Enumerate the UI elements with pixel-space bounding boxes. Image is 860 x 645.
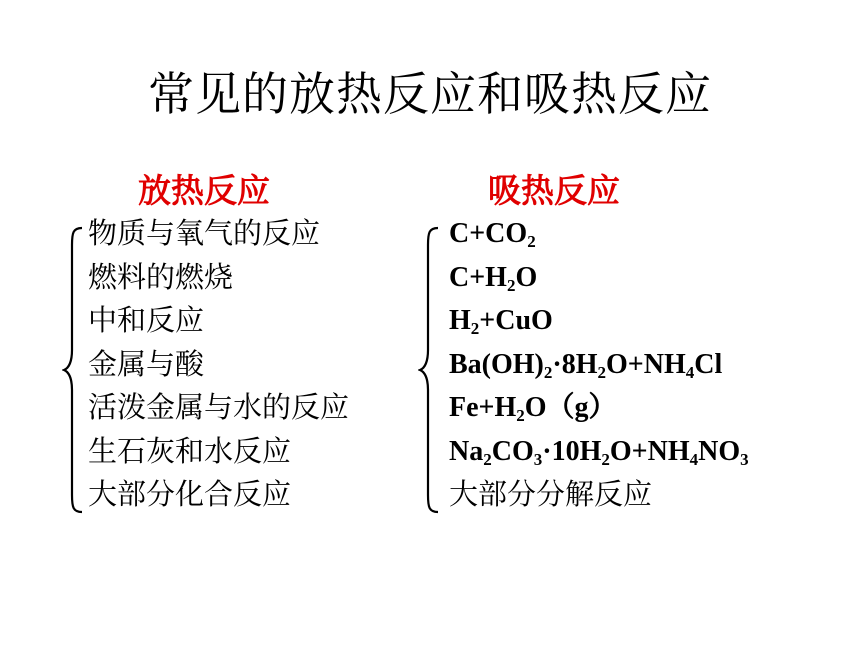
formula-subscript: 4 xyxy=(685,362,695,382)
formula-text: O（g） xyxy=(524,392,617,423)
formula-subscript: 4 xyxy=(689,449,699,469)
formula-text: 大部分分解反应 xyxy=(449,477,653,511)
formula-text: C+CO xyxy=(449,218,528,249)
exothermic-heading: 放热反应 xyxy=(138,171,270,210)
formula-subscript: 2 xyxy=(527,232,536,251)
list-item: 活泼金属与水的反应 xyxy=(88,390,350,424)
list-item xyxy=(449,343,749,387)
formula-subscript: 2 xyxy=(601,449,610,469)
formula-text: Ba(OH) xyxy=(449,348,544,380)
formula-text: ·8H xyxy=(552,348,598,380)
formula-subscript: 2 xyxy=(516,406,525,425)
list-item: 中和反应 xyxy=(88,303,205,337)
formula-text: Cl xyxy=(694,348,723,380)
list-item xyxy=(449,473,749,517)
formula-text: CO xyxy=(491,435,534,467)
formula-text: O xyxy=(515,261,538,293)
formula-text: +CuO xyxy=(479,305,553,336)
formula-subscript: 2 xyxy=(470,319,480,338)
formula-text: ·10H xyxy=(542,435,602,467)
list-item xyxy=(449,386,749,430)
formula-text: H xyxy=(449,305,471,336)
left-brace xyxy=(62,225,86,515)
list-item: 物质与氧气的反应 xyxy=(88,216,321,250)
formula-text: Fe+H xyxy=(449,392,517,423)
formula-text: NO xyxy=(698,435,741,467)
endothermic-heading: 吸热反应 xyxy=(488,171,620,210)
list-item xyxy=(449,256,749,300)
formula-text: O+NH xyxy=(609,435,690,467)
list-item xyxy=(449,430,749,474)
list-item: 燃料的燃烧 xyxy=(88,259,234,294)
formula-text: C+H xyxy=(449,261,507,293)
list-item xyxy=(449,299,749,343)
list-item: 生石灰和水反应 xyxy=(88,433,292,468)
exothermic-list xyxy=(88,212,349,517)
formula-subscript: 2 xyxy=(597,362,607,382)
formula-subscript: 2 xyxy=(483,449,492,469)
formula-subscript: 2 xyxy=(506,275,516,295)
endothermic-list xyxy=(449,212,749,517)
formula-subscript: 2 xyxy=(543,362,553,382)
formula-subscript: 3 xyxy=(740,449,749,469)
list-item xyxy=(449,212,749,256)
formula-subscript: 3 xyxy=(533,449,543,469)
right-brace xyxy=(418,225,442,515)
page-title: 常见的放热反应和吸热反应 xyxy=(148,67,712,121)
list-item: 金属与酸 xyxy=(88,346,205,381)
list-item: 大部分化合反应 xyxy=(88,477,292,511)
formula-text: O+NH xyxy=(606,348,686,380)
formula-text: Na xyxy=(449,435,484,467)
